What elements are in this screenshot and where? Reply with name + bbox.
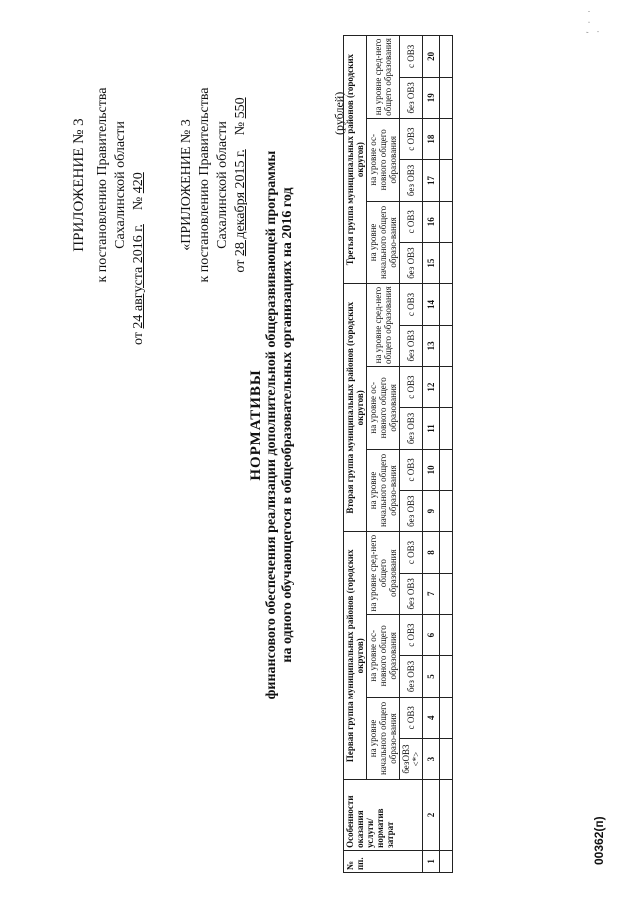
table-cell (440, 614, 453, 655)
header-sub: безОВЗ <*> (400, 738, 423, 779)
header-sub: без ОВЗ (400, 77, 423, 118)
header-level: на уровне начального общего образо-вания (367, 449, 400, 532)
header-sub: без ОВЗ (400, 325, 423, 366)
table-cell (440, 780, 453, 851)
appendix-old-number: 550 (233, 97, 248, 119)
col-number: 14 (423, 284, 440, 325)
col-number: 7 (423, 573, 440, 614)
header-sub: с ОВЗ (400, 118, 423, 159)
heading-title: НОРМАТИВЫ (248, 369, 264, 481)
table-cell (440, 118, 453, 159)
header-sub: без ОВЗ (400, 656, 423, 697)
table-cell (440, 573, 453, 614)
header-no: № пп. (344, 850, 423, 872)
table-cell (440, 656, 453, 697)
heading-line2: на одного обучающегося в общеобразовательных организациях на 2016 год (280, 187, 295, 663)
col-number: 9 (423, 490, 440, 531)
table-cell (440, 201, 453, 242)
table-cell (440, 490, 453, 531)
table-cell (440, 697, 453, 738)
header-sub: без ОВЗ (400, 573, 423, 614)
col-number: 8 (423, 532, 440, 573)
col-number: 13 (423, 325, 440, 366)
appendix-number: 420 (131, 172, 146, 194)
header-sub: без ОВЗ (400, 490, 423, 531)
col-number: 11 (423, 408, 440, 449)
table-cell (440, 160, 453, 201)
header-sub: с ОВЗ (400, 449, 423, 490)
col-number: 18 (423, 118, 440, 159)
norms-table (343, 35, 453, 873)
appendix-line2: Сахалинской области (113, 121, 128, 249)
document-heading (248, 125, 296, 725)
col-number: 16 (423, 201, 440, 242)
header-sub: с ОВЗ (400, 697, 423, 738)
header-group-3: Третья группа муниципальных районов (городских округов) (344, 36, 367, 284)
table-cell (440, 532, 453, 573)
appendix-old-block (178, 25, 250, 345)
header-level: на уровне сред-него общего образования (367, 36, 400, 119)
heading-line1: финансового обеспечения реализации дополнительной общеразвивающей программы (264, 150, 279, 700)
col-number: 17 (423, 160, 440, 201)
appendix-old-date: 28 декабря 2015 г. (233, 149, 248, 257)
table-cell (440, 284, 453, 325)
header-group-2: Вторая группа муниципальных районов (городских округов) (344, 284, 367, 532)
header-sub: без ОВЗ (400, 160, 423, 201)
table-cell (440, 366, 453, 407)
header-level: на уровне ос-новного общего образования (367, 366, 400, 449)
col-number: 3 (423, 738, 440, 779)
appendix-block (70, 25, 148, 345)
table-cell (440, 850, 453, 872)
col-number: 2 (423, 780, 440, 851)
appendix-old-date-prefix: от (233, 259, 248, 273)
appendix-title: ПРИЛОЖЕНИЕ № 3 (71, 118, 87, 252)
appendix-date: 24 августа 2016 г. (131, 224, 146, 329)
scan-marks: ' · · · (585, 7, 603, 33)
header-sub: с ОВЗ (400, 366, 423, 407)
appendix-date-prefix: от (131, 332, 146, 345)
header-sub: без ОВЗ (400, 408, 423, 449)
header-sub: с ОВЗ (400, 36, 423, 78)
header-level: на уровне начального общего образо-вания (367, 201, 400, 284)
col-number: 20 (423, 36, 440, 78)
header-level: на уровне ос-новного общего образования (367, 614, 400, 697)
appendix-old-line1: к постановлению Правительства (197, 87, 212, 283)
table-cell (440, 449, 453, 490)
table-cell (440, 242, 453, 283)
col-number: 4 (423, 697, 440, 738)
col-number: 5 (423, 656, 440, 697)
header-level: на уровне сред-него общего образования (367, 532, 400, 615)
table-row (440, 36, 453, 873)
appendix-date-line (130, 25, 148, 345)
column-number-row (423, 36, 440, 873)
units-label: (рублей) (332, 91, 346, 135)
appendix-old-title: «ПРИЛОЖЕНИЕ № 3 (179, 119, 194, 251)
header-sub: с ОВЗ (400, 614, 423, 655)
header-feature: Особенности оказания услуги/ норматив затрат (344, 780, 423, 851)
table-cell (440, 408, 453, 449)
table-cell (440, 36, 453, 78)
col-number: 15 (423, 242, 440, 283)
header-sub: с ОВЗ (400, 532, 423, 573)
col-number: 6 (423, 614, 440, 655)
col-number: 12 (423, 366, 440, 407)
header-sub: с ОВЗ (400, 284, 423, 325)
header-sub: без ОВЗ (400, 242, 423, 283)
table-cell (440, 77, 453, 118)
appendix-no-prefix: № (131, 196, 146, 211)
appendix-line1: к постановлению Правительства (95, 87, 110, 283)
header-group-1: Первая группа муниципальных районов (городских округов) (344, 532, 367, 780)
table-cell (440, 325, 453, 366)
col-number: 10 (423, 449, 440, 490)
col-number: 1 (423, 850, 440, 872)
col-number: 19 (423, 77, 440, 118)
header-level: на уровне ос-новного общего образования (367, 118, 400, 201)
header-level: на уровне начального общего образо-вания (367, 697, 400, 780)
appendix-old-no-prefix: № (233, 121, 248, 136)
table-cell (440, 738, 453, 779)
header-sub: с ОВЗ (400, 201, 423, 242)
appendix-old-line2: Сахалинской области (215, 121, 230, 249)
header-level: на уровне сред-него общего образования (367, 284, 400, 367)
document-code: 00362(п) (592, 816, 606, 865)
